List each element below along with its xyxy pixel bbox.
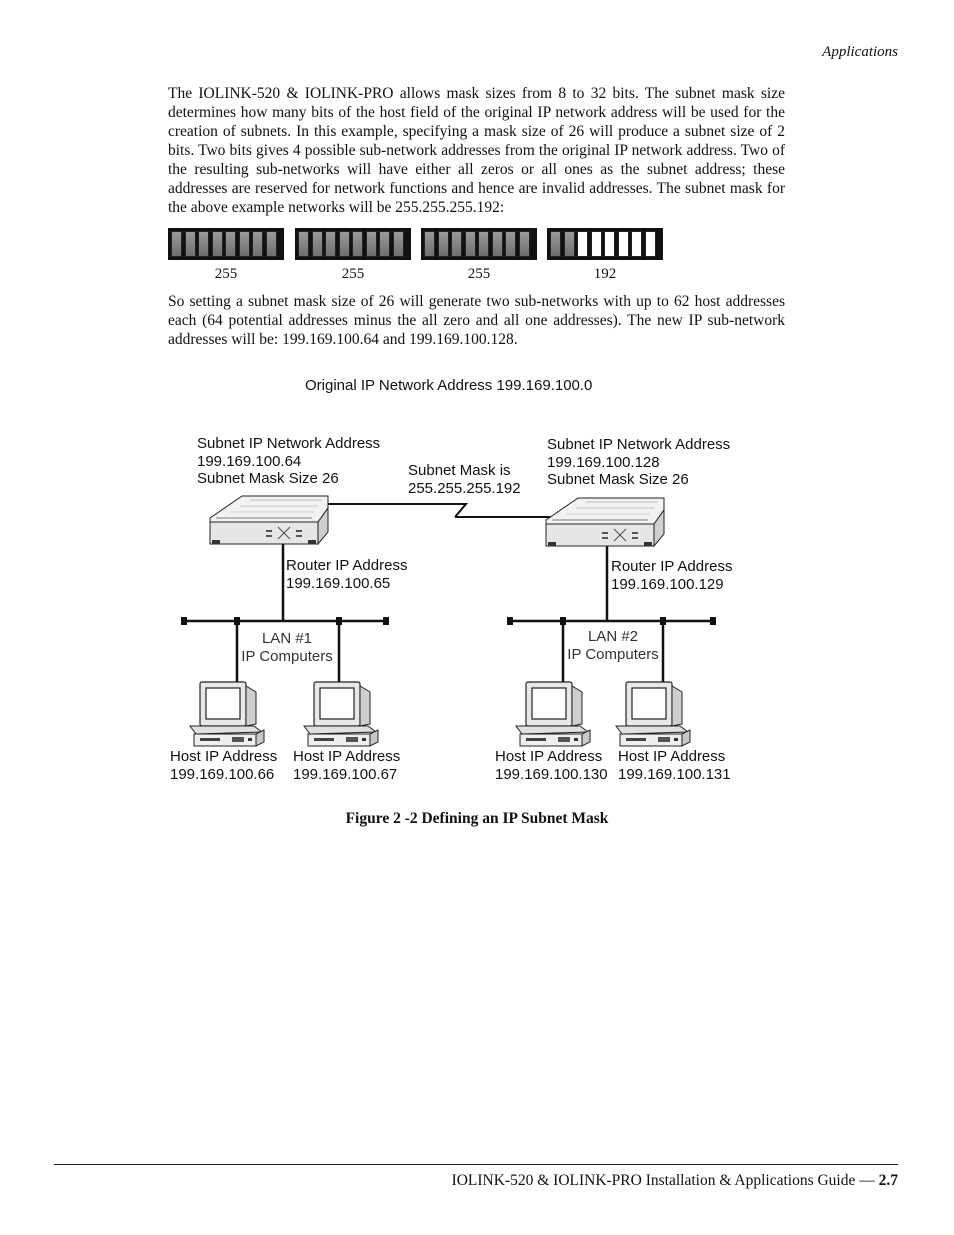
footer-title: IOLINK-520 & IOLINK-PRO Installation & Applications Guide —: [451, 1172, 879, 1189]
mask-bit-cell: [252, 231, 263, 257]
mask-bit-cell: [312, 231, 323, 257]
octet-label-3: 255: [467, 266, 491, 282]
host-131-title: Host IP Address: [618, 748, 726, 765]
host-67-label: [293, 748, 400, 783]
router-a-title: Router IP Address: [286, 557, 408, 574]
mask-bit-cell: [266, 231, 277, 257]
octet-label-4: 192: [593, 266, 617, 282]
footer-divider: [54, 1164, 898, 1165]
mask-bit-cell: [451, 231, 462, 257]
lan-1-subtitle: IP Computers: [241, 647, 333, 665]
mask-octet-2: [295, 228, 411, 260]
mask-bit-cell: [645, 231, 656, 257]
subnet-b-info: [547, 436, 730, 489]
mask-bit-cell: [550, 231, 561, 257]
mask-bit-cell: [519, 231, 530, 257]
mask-bit-cell: [198, 231, 209, 257]
mask-bit-cell: [424, 231, 435, 257]
octet-label-2: 255: [341, 266, 365, 282]
host-130-label: [495, 748, 608, 783]
mask-bit-cell: [438, 231, 449, 257]
router-a-address: [286, 557, 407, 592]
router-left-icon: [210, 496, 328, 544]
subnet-network-diagram: [0, 360, 954, 800]
mask-bit-cell: [212, 231, 223, 257]
network-drawing: [0, 360, 954, 800]
subnet-b-mask-size: Subnet Mask Size 26: [547, 471, 689, 488]
mask-bit-cell: [352, 231, 363, 257]
result-paragraph: So setting a subnet mask size of 26 will generate two sub-networks with up to 62 host addresses each (64 potential addresses minus the all zero and all one addresses). The new IP sub-network addresses will be: 199.169.100.64 and 199.169.100.128.: [168, 293, 785, 348]
link-label-line-1: Subnet Mask is: [408, 462, 511, 479]
mask-bit-cell: [505, 231, 516, 257]
mask-bit-cell: [631, 231, 642, 257]
lan-1-label: [238, 630, 336, 665]
router-b-address: [611, 558, 732, 593]
subnet-a-title: Subnet IP Network Address: [197, 435, 381, 452]
mask-bit-cell: [465, 231, 476, 257]
subnet-a-address: 199.169.100.64: [197, 452, 302, 470]
host-131-label: [618, 748, 731, 783]
subnet-a-mask-size: Subnet Mask Size 26: [197, 470, 339, 487]
router-b-ip: 199.169.100.129: [611, 575, 724, 593]
host-130-computer-icon: [516, 682, 590, 746]
link-label-line-2: 255.255.255.192: [408, 479, 521, 497]
mask-octet-3: [421, 228, 537, 260]
figure-caption: Figure 2 -2 Defining an IP Subnet Mask: [345, 810, 609, 827]
page-number: 2.7: [878, 1172, 898, 1189]
mask-bit-cell: [618, 231, 629, 257]
mask-bit-cell: [339, 231, 350, 257]
mask-octet-4: [547, 228, 663, 260]
wan-link-left: [314, 504, 466, 517]
router-b-title: Router IP Address: [611, 558, 733, 575]
lan-2-name: LAN #2: [587, 628, 639, 645]
mask-bit-cell: [591, 231, 602, 257]
mask-bit-cell: [492, 231, 503, 257]
mask-bit-cell: [604, 231, 615, 257]
host-130-title: Host IP Address: [495, 748, 603, 765]
router-a-ip: 199.169.100.65: [286, 574, 391, 592]
host-130-ip: 199.169.100.130: [495, 765, 608, 783]
page-footer: [452, 1172, 898, 1190]
host-131-ip: 199.169.100.131: [618, 765, 731, 783]
mask-bit-cell: [379, 231, 390, 257]
mask-bit-cell: [225, 231, 236, 257]
mask-octet-1: [168, 228, 284, 260]
intro-paragraph: The IOLINK-520 & IOLINK-PRO allows mask sizes from 8 to 32 bits. The subnet mask size determines how many bits of the host field of the original IP network address will be used for the creation of subnets. In this example, specifying a mask size of 26 will produce a subnet size of 2 bits. Two bits gives 4 possible sub-network addresses from the original IP network address. Two of the resulting sub-networks will have either all zeros or all ones as the subnet address; these addresses are reserved for network functions and hence are invalid addresses. The subnet mask for the above example networks will be 255.255.255.192:: [168, 85, 785, 216]
host-66-label: [170, 748, 277, 783]
mask-bit-cell: [478, 231, 489, 257]
subnet-b-title: Subnet IP Network Address: [547, 436, 731, 453]
subnet-mask-link-label: [408, 462, 521, 497]
mask-bit-cell: [239, 231, 250, 257]
host-67-ip: 199.169.100.67: [293, 765, 398, 783]
subnet-b-address: 199.169.100.128: [547, 453, 660, 471]
host-67-title: Host IP Address: [293, 748, 401, 765]
mask-bit-cell: [325, 231, 336, 257]
lan-2-label: [564, 628, 662, 663]
mask-bit-cell: [564, 231, 575, 257]
mask-bit-cell: [577, 231, 588, 257]
running-header: Applications: [822, 44, 898, 60]
original-network-label: Original IP Network Address 199.169.100.0: [305, 377, 593, 394]
lan-2-subtitle: IP Computers: [567, 645, 659, 663]
mask-bit-cell: [171, 231, 182, 257]
host-66-ip: 199.169.100.66: [170, 765, 275, 783]
subnet-a-info: [197, 435, 380, 488]
octet-label-1: 255: [214, 266, 238, 282]
host-67-computer-icon: [304, 682, 378, 746]
mask-bit-cell: [185, 231, 196, 257]
mask-bit-cell: [393, 231, 404, 257]
mask-bit-cell: [366, 231, 377, 257]
lan-1-name: LAN #1: [261, 630, 313, 647]
host-66-computer-icon: [190, 682, 264, 746]
host-66-title: Host IP Address: [170, 748, 278, 765]
router-right-icon: [546, 498, 664, 546]
mask-bit-cell: [298, 231, 309, 257]
host-131-computer-icon: [616, 682, 690, 746]
